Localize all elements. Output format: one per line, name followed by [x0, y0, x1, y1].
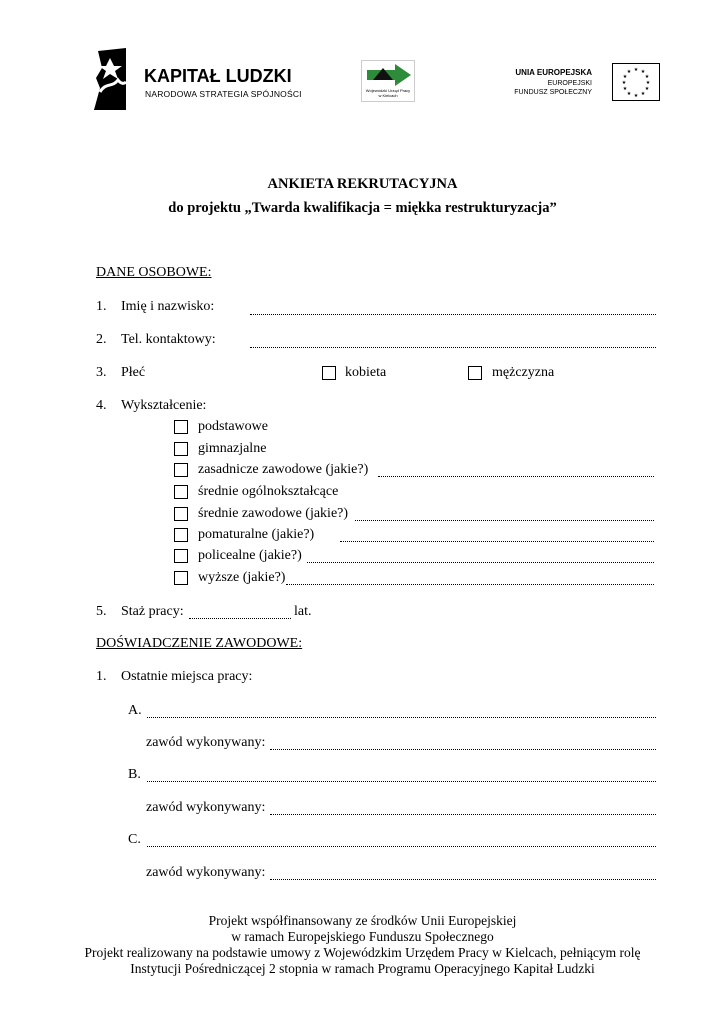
name-label: Imię i nazwisko:	[121, 299, 215, 314]
sex-male-label: mężczyzna	[492, 365, 555, 380]
name-number: 1.	[96, 299, 107, 314]
wup-caption-2: w Kielcach	[378, 93, 398, 98]
svg-text:★: ★	[640, 70, 646, 75]
svg-text:★: ★	[644, 87, 650, 92]
education-label: Wykształcenie:	[121, 398, 207, 413]
footer-line-4: Instytucji Pośredniczącej 2 stopnia w ramach Programu Operacyjnego Kapitał Ludzki	[130, 961, 595, 976]
form-subtitle: do projektu „Twarda kwalifikacja = miękka restrukturyzacja”	[168, 200, 557, 216]
kapital-ludzki-logo	[94, 48, 302, 110]
edu-option-post-high-school-label: policealne (jakie?)	[198, 548, 302, 563]
svg-text:★: ★	[633, 68, 639, 73]
eu-flag-icon	[612, 63, 660, 101]
job-c-occupation-field[interactable]	[270, 879, 656, 880]
job-a-marker: A.	[128, 703, 142, 718]
wup-caption-1: Wojewódzki Urząd Pracy	[365, 88, 411, 93]
experience-field[interactable]	[189, 618, 291, 619]
job-a-field[interactable]	[147, 717, 656, 718]
job-c-marker: C.	[128, 832, 141, 847]
job-b-marker: B.	[128, 767, 141, 782]
personal-data-heading: DANE OSOBOWE:	[96, 265, 212, 280]
form-title: ANKIETA REKRUTACYJNA	[267, 176, 458, 192]
last-jobs-number: 1.	[96, 669, 107, 684]
experience-number: 5.	[96, 604, 107, 619]
sex-female-label: kobieta	[345, 365, 387, 380]
eu-line-3: FUNDUSZ SPOŁECZNY	[514, 89, 592, 96]
svg-text:★: ★	[626, 92, 632, 97]
job-a-occupation-field[interactable]	[270, 749, 656, 750]
svg-text:★: ★	[640, 92, 646, 97]
sex-label: Płeć	[121, 365, 146, 380]
edu-option-post-secondary-checkbox[interactable]	[174, 528, 188, 542]
eu-line-2: EUROPEJSKI	[547, 80, 592, 87]
edu-option-middle-school-checkbox[interactable]	[174, 442, 188, 456]
edu-option-post-secondary-label: pomaturalne (jakie?)	[198, 527, 315, 542]
svg-text:★: ★	[626, 70, 632, 75]
svg-text:★: ★	[645, 81, 651, 86]
svg-text:★: ★	[622, 87, 628, 92]
edu-option-post-secondary-field[interactable]	[340, 541, 654, 542]
edu-option-higher-checkbox[interactable]	[174, 571, 188, 585]
name-field[interactable]	[250, 314, 656, 315]
edu-option-post-high-school-field[interactable]	[307, 562, 654, 563]
footer-line-1: Projekt współfinansowany ze środków Unii Europejskiej	[208, 913, 517, 928]
edu-option-general-secondary-label: średnie ogólnokształcące	[198, 484, 339, 499]
edu-option-basic-label: podstawowe	[198, 419, 268, 434]
education-number: 4.	[96, 398, 107, 413]
edu-option-vocational-field[interactable]	[378, 476, 654, 477]
footer-line-2: w ramach Europejskiego Funduszu Społecznego	[231, 929, 494, 944]
experience-label: Staż pracy:	[121, 604, 184, 619]
kapital-ludzki-title: KAPITAŁ LUDZKI	[144, 66, 292, 86]
sex-number: 3.	[96, 365, 107, 380]
job-c-occupation-label: zawód wykonywany:	[146, 865, 266, 880]
footer-line-3: Projekt realizowany na podstawie umowy z Wojewódzkim Urzędem Pracy w Kielcach, pełniącym rolę	[84, 945, 641, 960]
work-experience-heading: DOŚWIADCZENIE ZAWODOWE:	[96, 636, 303, 651]
svg-text:★: ★	[633, 94, 639, 99]
job-b-occupation-label: zawód wykonywany:	[146, 800, 266, 815]
svg-text:★: ★	[644, 75, 650, 80]
svg-text:★: ★	[621, 81, 627, 86]
kapital-ludzki-emblem-icon	[94, 48, 130, 110]
edu-option-vocational-label: zasadnicze zawodowe (jakie?)	[198, 462, 369, 477]
edu-option-higher-label: wyższe (jakie?)	[198, 570, 286, 585]
eu-line-1: UNIA EUROPEJSKA	[515, 68, 592, 77]
job-b-field[interactable]	[147, 781, 656, 782]
sex-male-checkbox[interactable]	[468, 366, 482, 380]
edu-option-technical-secondary-checkbox[interactable]	[174, 507, 188, 521]
edu-option-general-secondary-checkbox[interactable]	[174, 485, 188, 499]
edu-option-technical-secondary-label: średnie zawodowe (jakie?)	[198, 506, 349, 521]
wup-arrow-icon	[367, 64, 411, 86]
job-b-occupation-field[interactable]	[270, 814, 656, 815]
phone-label: Tel. kontaktowy:	[121, 332, 216, 347]
last-jobs-label: Ostatnie miejsca pracy:	[121, 669, 253, 684]
edu-option-technical-secondary-field[interactable]	[355, 520, 654, 521]
edu-option-higher-field[interactable]	[286, 584, 654, 585]
wup-logo	[361, 60, 415, 102]
edu-option-post-high-school-checkbox[interactable]	[174, 549, 188, 563]
phone-field[interactable]	[250, 347, 656, 348]
kapital-ludzki-subtitle: NARODOWA STRATEGIA SPÓJNOŚCI	[145, 89, 302, 99]
experience-unit: lat.	[294, 604, 312, 619]
svg-text:★: ★	[622, 75, 628, 80]
job-a-occupation-label: zawód wykonywany:	[146, 735, 266, 750]
sex-female-checkbox[interactable]	[322, 366, 336, 380]
edu-option-basic-checkbox[interactable]	[174, 420, 188, 434]
phone-number: 2.	[96, 332, 107, 347]
job-c-field[interactable]	[147, 846, 656, 847]
eu-logo	[505, 63, 660, 103]
edu-option-middle-school-label: gimnazjalne	[198, 441, 267, 456]
edu-option-vocational-checkbox[interactable]	[174, 463, 188, 477]
